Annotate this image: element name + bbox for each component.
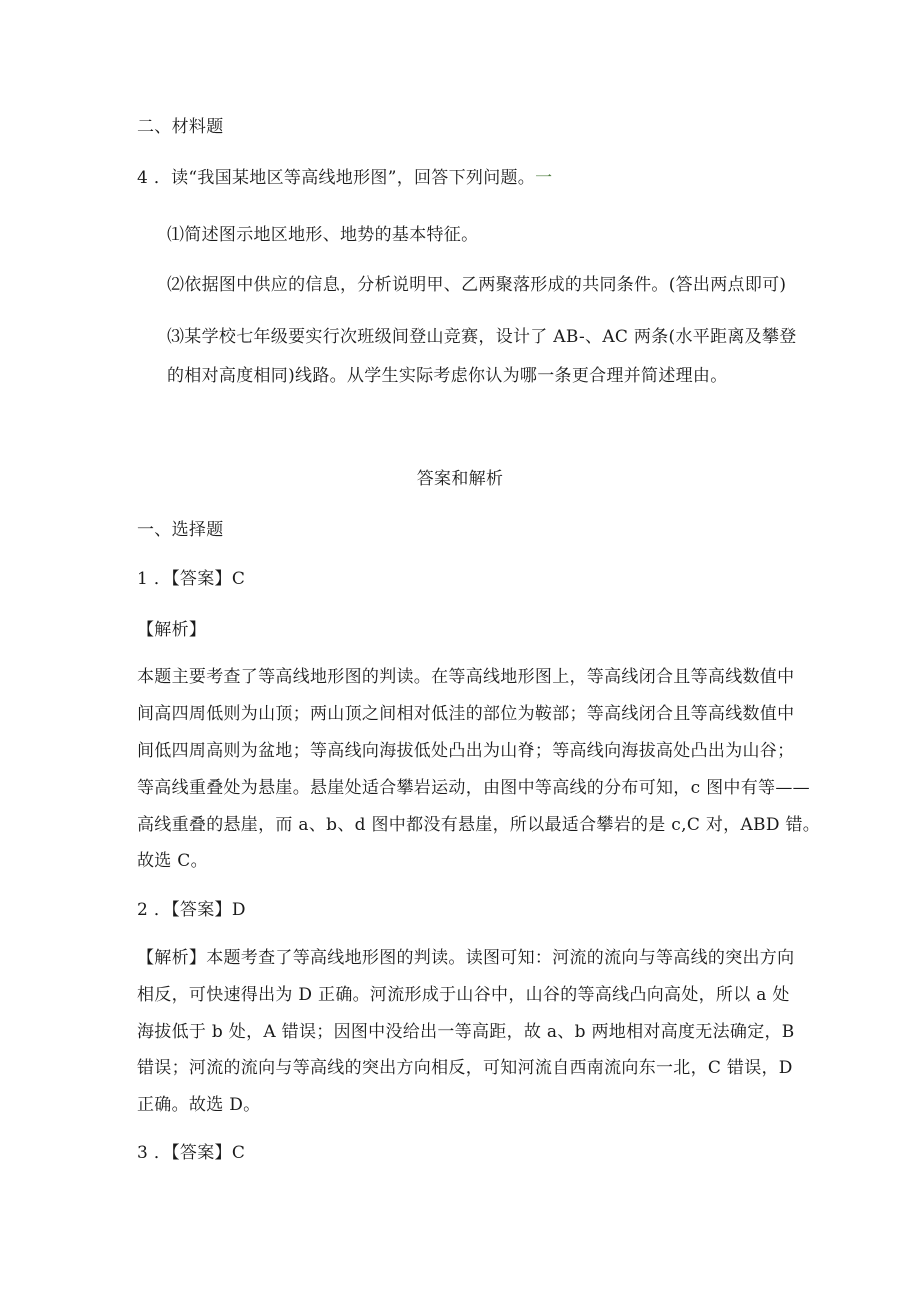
analysis-2-line: 错误；河流的流向与等高线的突出方向相反，可知河流自西南流向东一北，C 错误，D [137,1058,793,1078]
question-4-stem-text: 4 ．读“我国某地区等高线地形图”，回答下列问题。 [137,168,536,188]
analysis-1-line: 等高线重叠处为悬崖。悬崖处适合攀岩运动，由图中等高线的分布可知，c 图中有等—— [137,778,810,798]
section-heading-choice: 一、选择题 [137,520,224,540]
analysis-1-line: 间低四周高则为盆地；等高线向海拔低处凸出为山脊；等高线向海拔高处凸出为山谷； [137,741,795,761]
analysis-1-line: 本题主要考查了等高线地形图的判读。在等高线地形图上，等高线闭合且等高线数值中 [137,667,795,687]
answer-1: 1 ．【答案】C [137,569,246,589]
question-4-part-2: ⑵依据图中供应的信息，分析说明甲、乙两聚落形成的共同条件。(答出两点即可) [167,275,787,295]
analysis-1-label: 【解析】 [137,620,207,640]
answer-2: 2 ．【答案】D [137,900,246,920]
analysis-1-line: 故选 C。 [137,851,208,871]
question-4-part-1: ⑴简述图示地区地形、地势的基本特征。 [167,225,479,245]
question-4-part-3-line: ⑶某学校七年级要实行次班级间登山竞赛，设计了 AB-、AC 两条(水平距离及攀登 [167,327,797,347]
question-4-part-3-line: 的相对高度相同)线路。从学生实际考虑你认为哪一条更合理并简述理由。 [167,366,728,386]
question-4-stem [137,168,552,188]
analysis-1-line: 高线重叠的悬崖，而 a、b、d 图中都没有悬崖，所以最适合攀岩的是 c,C 对，ABD 错。 [137,815,821,835]
analysis-2-line: 正确。故选 D。 [137,1095,261,1115]
section-heading-material: 二、材料题 [137,117,224,137]
analysis-2-line: 海拔低于 b 处，A 错误；因图中没给出一等高距，故 a、b 两地相对高度无法确定，B [137,1022,795,1042]
analysis-2-line: 相反，可快速得出为 D 正确。河流形成于山谷中，山谷的等高线凸向高处，所以 a 处 [137,985,790,1005]
analysis-2-line: 【解析】本题考查了等高线地形图的判读。读图可知：河流的流向与等高线的突出方向 [137,948,795,968]
analysis-1-line: 间高四周低则为山顶；两山顶之间相对低洼的部位为鞍部；等高线闭合且等高线数值中 [137,704,795,724]
answer-3: 3 ．【答案】C [137,1143,246,1163]
question-4-stem-mark: 一 [535,168,553,188]
answers-title: 答案和解析 [416,469,504,489]
